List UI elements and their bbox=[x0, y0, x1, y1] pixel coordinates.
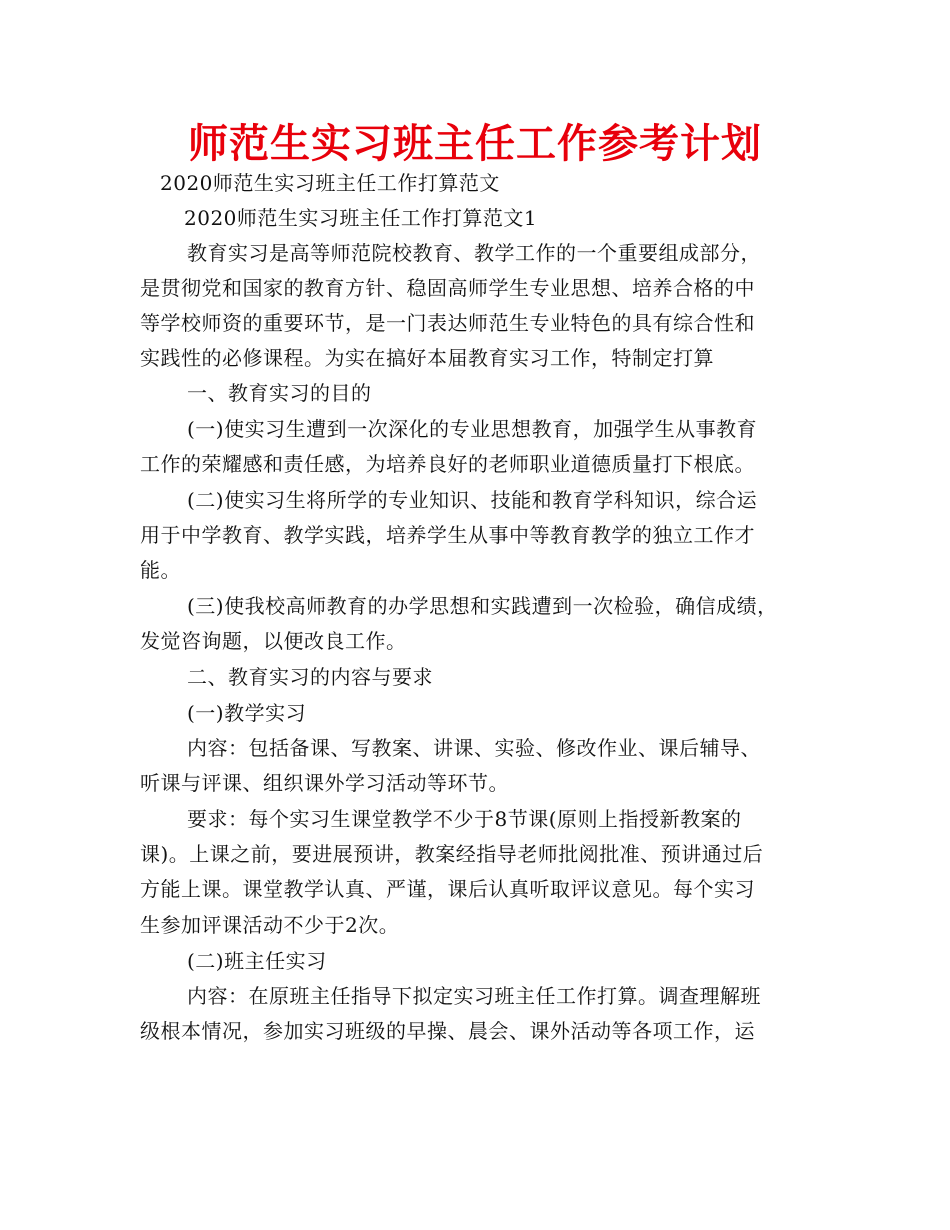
paragraph-line: 内容：在原班主任指导下拟定实习班主任工作打算。调查理解班 bbox=[187, 984, 761, 1008]
section-heading: 一、教育实习的目的 bbox=[187, 381, 372, 405]
subsection-heading: (一)教学实习 bbox=[187, 701, 307, 725]
paragraph-line: 用于中学教育、教学实践，培养学生从事中等教育教学的独立工作才 bbox=[140, 523, 755, 547]
paragraph-line: (二)使实习生将所学的专业知识、技能和教育学科知识，综合运 bbox=[187, 488, 758, 512]
document-title: 师范生实习班主任工作参考计划 bbox=[188, 121, 762, 167]
paragraph-line: 发觉咨询题，以便改良工作。 bbox=[140, 629, 407, 653]
paragraph-line: 课)。上课之前，要进展预讲，教案经指导老师批阅批准、预讲通过后 bbox=[140, 842, 764, 866]
paragraph-line: 实践性的必修课程。为实在搞好本届教育实习工作，特制定打算 bbox=[140, 346, 714, 370]
paragraph-line: 能。 bbox=[140, 558, 181, 582]
paragraph-line: 要求：每个实习生课堂教学不少于8节课(原则上指授新教案的 bbox=[187, 807, 742, 831]
subsection-heading: (二)班主任实习 bbox=[187, 949, 327, 973]
paragraph-line: 生参加评课活动不少于2次。 bbox=[140, 913, 400, 937]
paragraph-line: 等学校师资的重要环节，是一门表达师范生专业特色的具有综合性和 bbox=[140, 311, 755, 335]
paragraph-line: (一)使实习生遭到一次深化的专业思想教育，加强学生从事教育 bbox=[187, 417, 758, 441]
paragraph-line: 听课与评课、组织课外学习活动等环节。 bbox=[140, 771, 509, 795]
paragraph-line: 是贯彻党和国家的教育方针、稳固高师学生专业思想、培养合格的中 bbox=[140, 276, 755, 300]
paragraph-line: (三)使我校高师教育的办学思想和实践遭到一次检验，确信成绩， bbox=[187, 594, 778, 618]
paragraph-line: 教育实习是高等师范院校教育、教学工作的一个重要组成部分， bbox=[187, 241, 761, 265]
paragraph-line: 内容：包括备课、写教案、讲课、实验、修改作业、课后辅导、 bbox=[187, 736, 761, 760]
paragraph-line: 级根本情况，参加实习班级的早操、晨会、课外活动等各项工作，运 bbox=[140, 1019, 755, 1043]
paragraph-line: 工作的荣耀感和责任感，为培养良好的老师职业道德质量打下根底。 bbox=[140, 452, 755, 476]
paragraph-line: 方能上课。课堂教学认真、严谨，课后认真听取评议意见。每个实习 bbox=[140, 877, 755, 901]
section-heading: 二、教育实习的内容与要求 bbox=[187, 665, 433, 689]
doc-heading-1: 2020师范生实习班主任工作打算范文1 bbox=[184, 206, 538, 230]
doc-subtitle: 2020师范生实习班主任工作打算范文 bbox=[160, 171, 500, 195]
